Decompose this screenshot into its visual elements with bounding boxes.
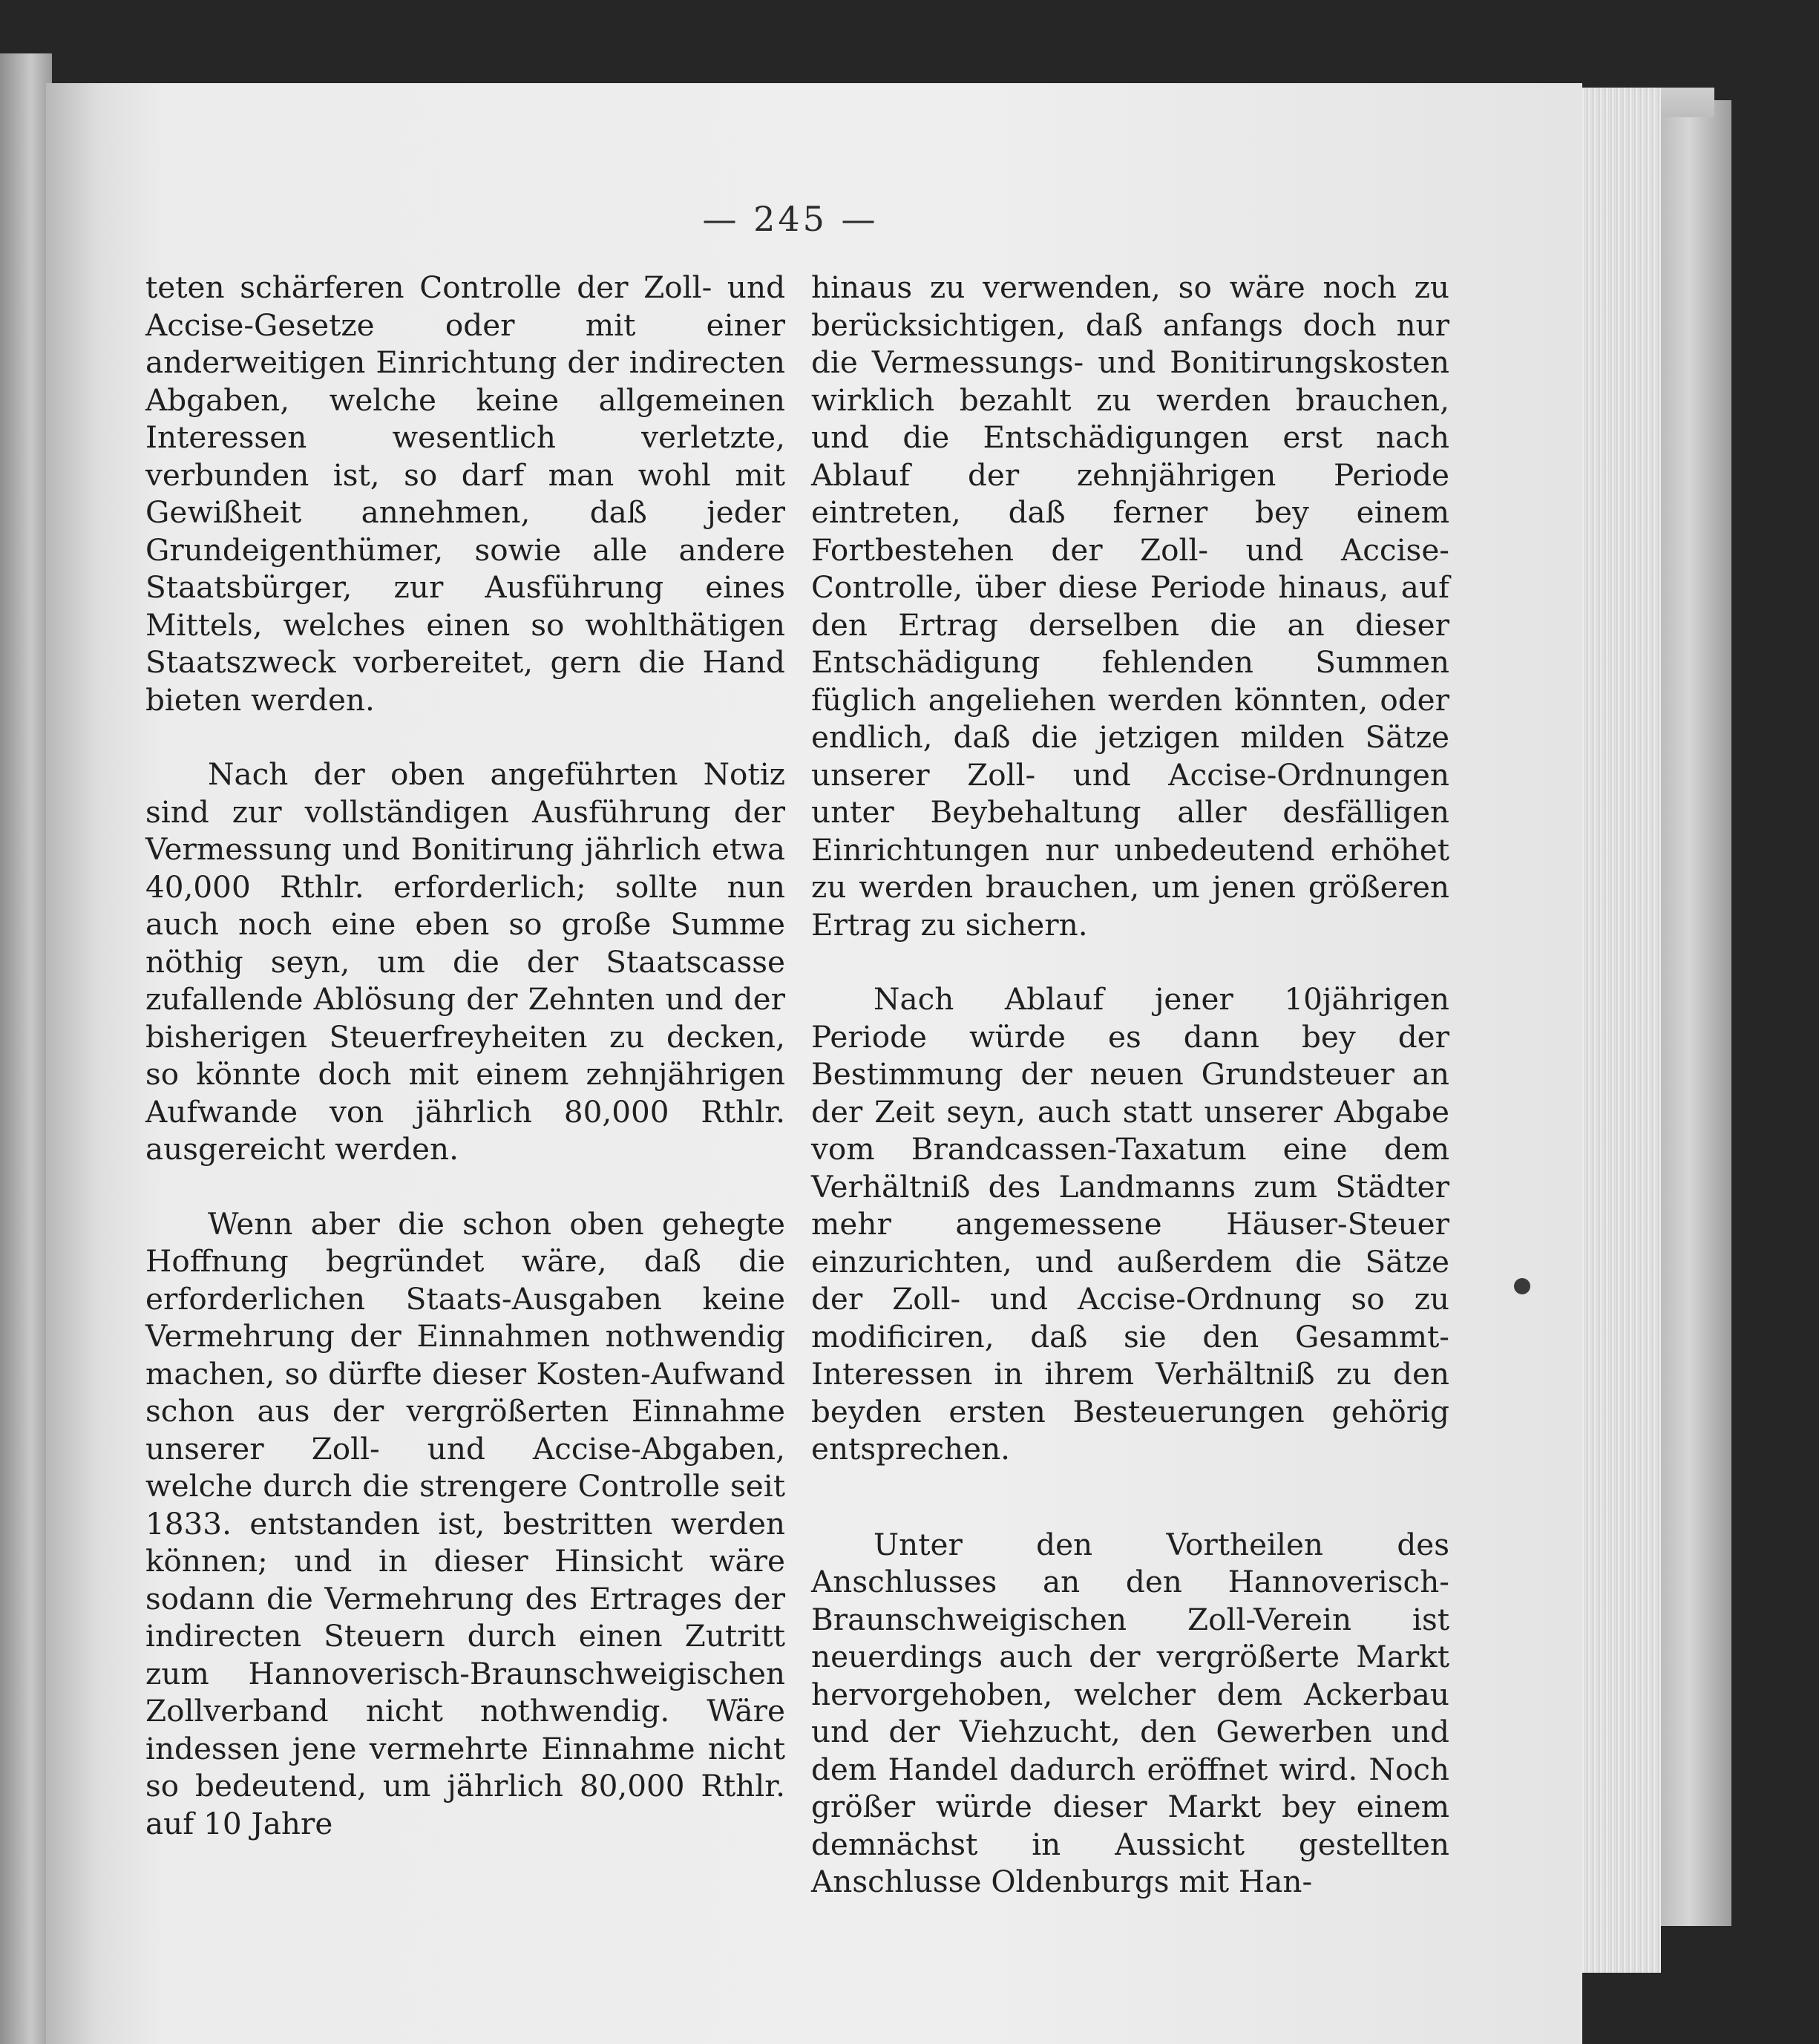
- paragraph: Wenn aber die schon oben gehegte Hoffnung begründet wäre, daß die erforderlichen Staats-Ausgaben keine Vermehrung der Einnahmen nothwendig machen, so dürfte dieser Kosten-Aufwand schon aus der vergrößerten Einnahme unserer Zoll- und Accise-Abgaben, welche durch die strengere Controlle seit 1833. entstanden ist, bestritten werden können; und in dieser Hinsicht wäre sodann die Vermehrung des Ertrages der indirecten Steuern durch einen Zutritt zum Hannoverisch-Braunschweigischen Zollverband nicht nothwendig. Wäre indessen jene vermehrte Einnahme nicht so bedeutend, um jährlich 80,000 Rthlr. auf 10 Jahre: [145, 1205, 785, 1841]
- book-cover-edge: [1661, 100, 1731, 1926]
- paragraph-spacer: [811, 1468, 1449, 1526]
- paragraph-spacer: [145, 718, 785, 756]
- page-block-edges: [1579, 88, 1661, 1973]
- paragraph-spacer: [811, 943, 1449, 980]
- paragraph: hinaus zu verwenden, so wäre noch zu berücksichtigen, daß anfangs doch nur die Vermessungs- und Bonitirungskosten wirklich bezahlt zu werden brauchen, und die Entschädigungen erst nach Ablauf der zehnjährigen Periode eintreten, daß ferner bey einem Fortbestehen der Zoll- und Accise-Controlle, über diese Periode hinaus, auf den Ertrag derselben die an dieser Entschädigung fehlenden Summen füglich angeliehen werden könnten, oder endlich, daß die jetzigen milden Sätze unserer Zoll- und Accise-Ordnungen unter Beybehaltung aller desfälligen Einrichtungen nur unbedeutend erhöhet zu werden brauchen, um jenen größeren Ertrag zu sichern.: [811, 269, 1449, 943]
- paragraph: teten schärferen Controlle der Zoll- und Accise-Gesetze oder mit einer anderweitigen Einrichtung der indirecten Abgaben, welche keine allgemeinen Interessen wesentlich verletzte, verbunden ist, so darf man wohl mit Gewißheit annehmen, daß jeder Grundeigenthümer, sowie alle andere Staatsbürger, zur Ausführung eines Mittels, welches einen so wohlthätigen Staatszweck vorbereitet, gern die Hand bieten werden.: [145, 269, 785, 718]
- previous-page-edge: [0, 53, 52, 2044]
- paragraph-spacer: [145, 1168, 785, 1205]
- paragraph: Nach Ablauf jener 10jährigen Periode würde es dann bey der Bestimmung der neuen Grundsteuer an der Zeit seyn, auch statt unserer Abgabe vom Brandcassen-Taxatum eine dem Verhältniß des Landmanns zum Städter mehr angemessene Häuser-Steuer einzurichten, und außerdem die Sätze der Zoll- und Accise-Ordnung so zu modificiren, daß sie den Gesammt-Interessen in ihrem Verhältniß zu den beyden ersten Besteuerungen gehörig entsprechen.: [811, 981, 1449, 1467]
- paragraph: Nach der oben angeführten Notiz sind zur vollständigen Ausführung der Vermessung und Bonitirung jährlich etwa 40,000 Rthlr. erforderlich; sollte nun auch noch eine eben so große Summe nöthig seyn, um die der Staatscasse zufallende Ablösung der Zehnten und der bisherigen Steuerfreyheiten zu decken, so könnte doch mit einem zehnjährigen Aufwande von jährlich 80,000 Rthlr. ausgereicht werden.: [145, 756, 785, 1167]
- paragraph: Unter den Vortheilen des Anschlusses an den Hannoverisch-Braunschweigischen Zoll-Verein ist neuerdings auch der vergrößerte Markt hervorgehoben, welcher dem Ackerbau und der Viehzucht, den Gewerben und dem Handel dadurch eröffnet wird. Noch größer würde dieser Markt bey einem demnächst in Aussicht gestellten Anschlusse Oldenburgs mit Han-: [811, 1526, 1449, 1899]
- right-text-column: [811, 269, 1449, 1901]
- left-text-column: [145, 269, 785, 1842]
- page-number: — 245 —: [702, 199, 879, 239]
- ink-speck: [1514, 1278, 1530, 1294]
